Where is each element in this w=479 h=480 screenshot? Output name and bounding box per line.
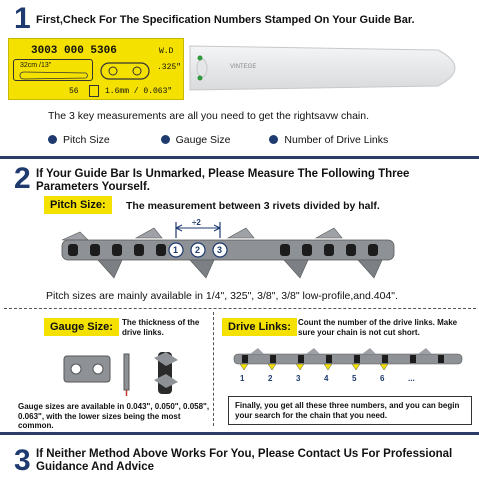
step-2-number: 2 xyxy=(14,162,31,195)
pitch-size-desc: The measurement between 3 rivets divided by half. xyxy=(126,200,380,212)
guide-bar-label: VINTEGE xyxy=(230,64,257,70)
measurement-list xyxy=(48,134,478,146)
step-1-title: First,Check For The Specification Numbers Stamped On Your Guide Bar. xyxy=(36,14,415,26)
measurement-pitch: Pitch Size xyxy=(48,134,110,146)
step-3-number: 3 xyxy=(14,444,31,477)
stamp-length: 32cm /13" xyxy=(20,62,52,69)
divider-1 xyxy=(0,156,479,159)
drive-link-more: ... xyxy=(408,374,415,383)
measurement-gauge: Gauge Size xyxy=(161,134,231,146)
pitch-chain xyxy=(58,218,398,282)
stamp-gauge-icon xyxy=(89,85,99,97)
drive-link-number: 4 xyxy=(324,374,329,383)
drive-links-tag: Drive Links: xyxy=(222,318,297,336)
drive-link-number: 6 xyxy=(380,374,385,383)
stamp-wd: W.D xyxy=(159,47,174,56)
rivet-number-3: 3 xyxy=(217,245,223,255)
stamp-length-box xyxy=(13,59,93,81)
gauge-note: Gauge sizes are available in 0.043", 0.050", 0.058", 0.063", with the lower sizes being the most common. xyxy=(18,402,210,430)
dashed-separator xyxy=(4,308,476,309)
pitch-sizes-text: Pitch sizes are mainly available in 1/4", 325", 3/8", 3/8" low-profile,and.404". xyxy=(46,290,398,302)
vertical-separator xyxy=(213,312,214,426)
drive-links-desc: Count the number of the drive links. Make sure your chain is not cut short. xyxy=(298,318,458,337)
gauge-size-desc: The thickness of the drive links. xyxy=(122,318,200,337)
step-3-title: If Neither Method Above Works For You, Please Contact Us For Professional Guidance And Advice xyxy=(36,448,453,473)
stamp-gauge: 1.6mm / 0.063" xyxy=(105,87,173,96)
rivet-number-1: 1 xyxy=(173,245,179,255)
step-1-number: 1 xyxy=(14,2,31,35)
drive-link-number: 1 xyxy=(240,374,245,383)
bullet-icon xyxy=(269,135,278,144)
drive-link-number: 2 xyxy=(268,374,273,383)
pitch-size-tag: Pitch Size: xyxy=(44,196,112,214)
guide-bar xyxy=(188,40,474,96)
gauge-link-icon xyxy=(60,350,140,396)
stamp-drive-links: 56 xyxy=(69,87,79,96)
drive-links-chain-icon xyxy=(230,346,466,370)
bullet-icon xyxy=(161,135,170,144)
final-note: Finally, you get all these three numbers, and you can begin your search for the chain that you need. xyxy=(228,396,472,425)
stamp-pitch: .325" xyxy=(157,63,182,72)
stamp-part-number: 3003 000 5306 xyxy=(31,45,117,57)
rivet-number-2: 2 xyxy=(195,245,201,255)
chain-icon xyxy=(58,218,398,282)
divider-2 xyxy=(0,432,479,435)
stamp-panel xyxy=(8,38,184,100)
step-1-intro: The 3 key measurements are all you need to get the rightsavw chain. xyxy=(48,110,370,122)
divide-label: ÷2 xyxy=(192,218,201,227)
drive-link-numbers xyxy=(236,374,472,386)
step-2-title: If Your Guide Bar Is Unmarked, Please Measure The Following Three Parameters Yourself. xyxy=(36,168,410,193)
chain-link-icon xyxy=(97,55,153,87)
bullet-icon xyxy=(48,135,57,144)
drive-link-number: 5 xyxy=(352,374,357,383)
drive-link-number: 3 xyxy=(296,374,301,383)
gauge-chain-icon xyxy=(148,350,184,396)
measurement-drive-links: Number of Drive Links xyxy=(269,134,388,146)
bar-outline-icon xyxy=(18,71,90,80)
gauge-size-tag: Gauge Size: xyxy=(44,318,119,336)
